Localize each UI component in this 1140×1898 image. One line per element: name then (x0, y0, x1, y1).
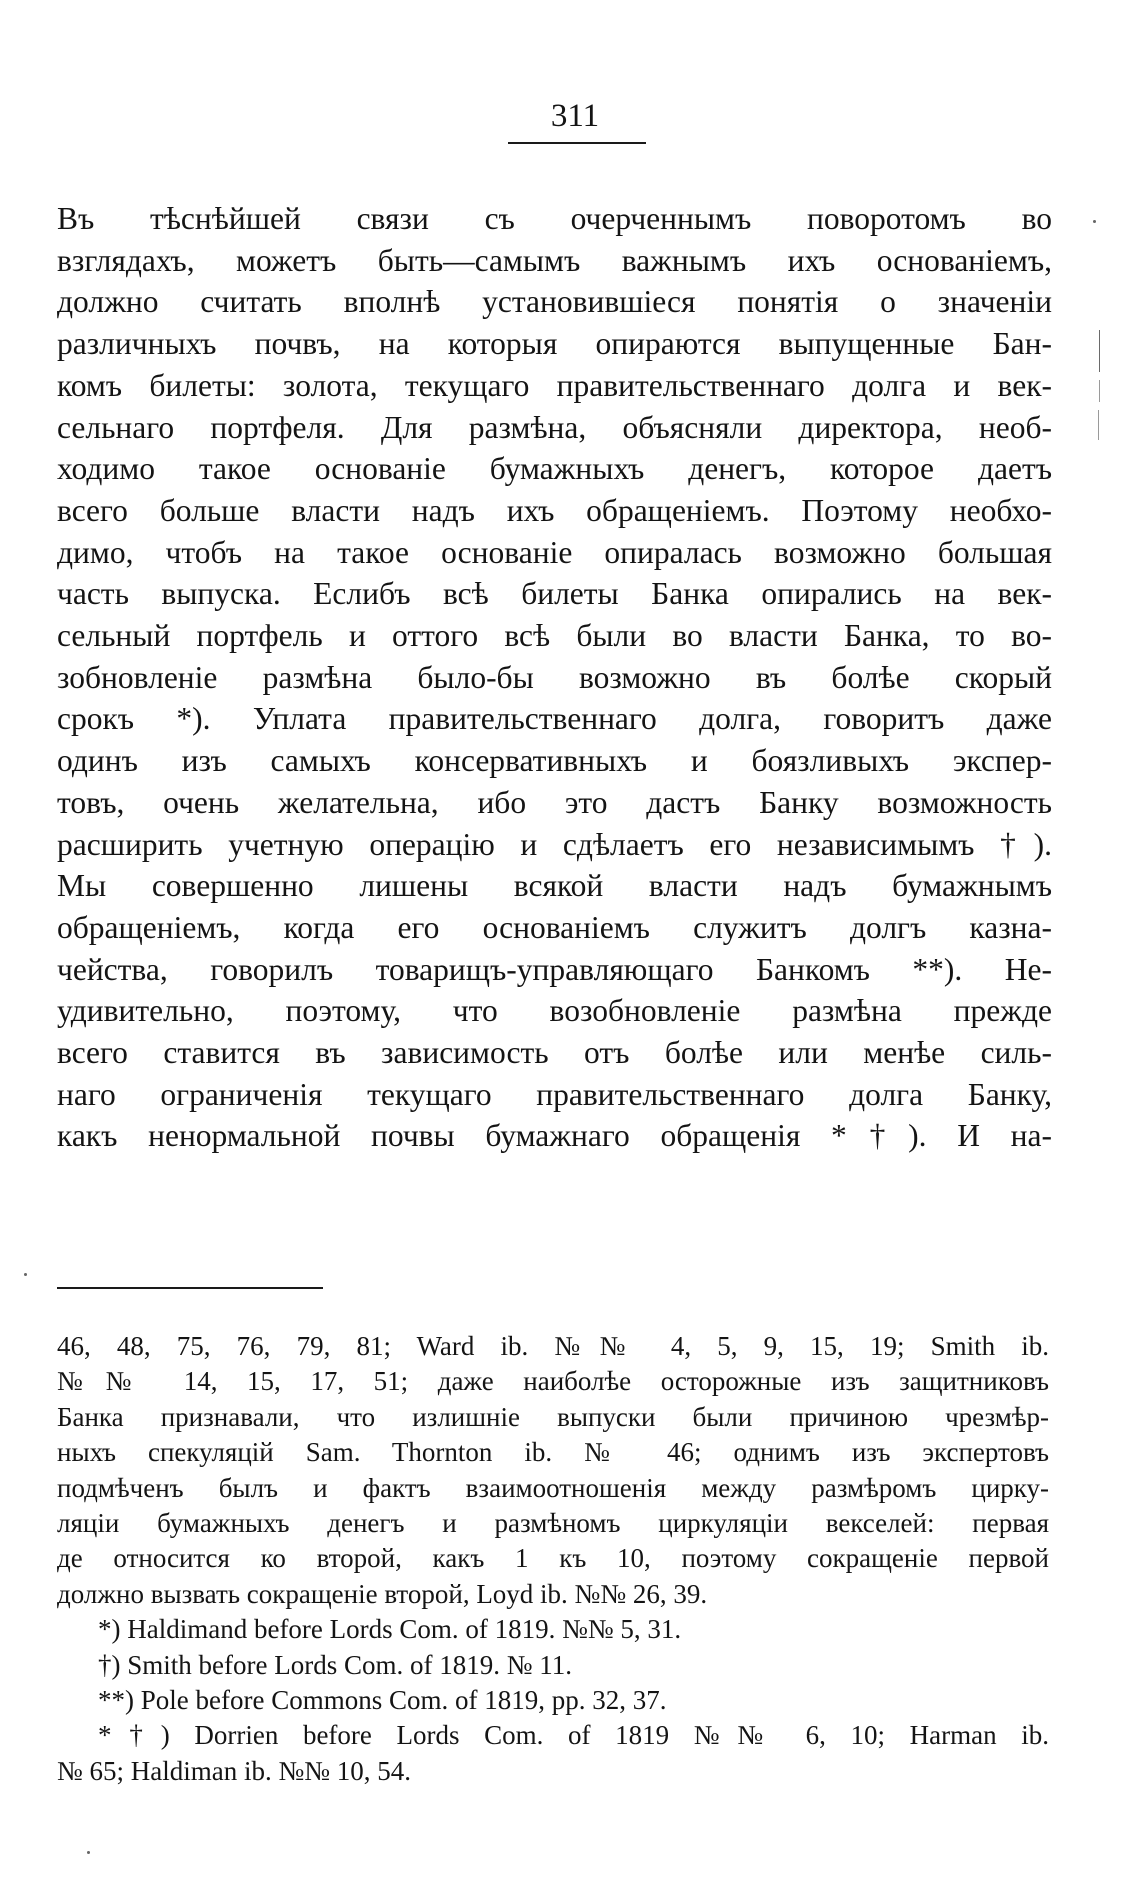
footnote-continuation-line: де относится ко второй, какъ 1 къ 10, поэтому сокращеніе первой (57, 1543, 1049, 1574)
margin-speck (24, 1273, 27, 1276)
margin-speck (1093, 220, 1096, 223)
footnote-line: †) Smith before Lords Com. of 1819. № 11. (98, 1649, 572, 1680)
body-text-line: какъ ненормальной почвы бумажнаго обращенія *†). И на- (57, 1118, 1052, 1154)
body-text-line: комъ билеты: золота, текущаго правительственнаго долга и век- (57, 367, 1052, 403)
margin-speck (87, 1851, 90, 1854)
margin-pencil-mark (1099, 380, 1100, 402)
footnote-continuation-line: подмѣченъ былъ и фактъ взаимоотношенія между размѣромъ цирку- (57, 1472, 1049, 1503)
body-text-line: Мы совершенно лишены всякой власти надъ бумажнымъ (57, 868, 1052, 904)
body-text-line: различныхъ почвъ, на которыя опираются выпущенные Бан- (57, 326, 1052, 362)
footnote-line: *) Haldimand before Lords Com. of 1819. №№ 5, 31. (98, 1614, 682, 1645)
body-text-line: товъ, очень желательна, ибо это дастъ Банку возможность (57, 784, 1052, 820)
margin-pencil-mark (1099, 330, 1100, 372)
footnote-continuation-line: ляціи бумажныхъ денегъ и размѣномъ циркуляціи векселей: первая (57, 1508, 1049, 1538)
body-text-line: димо, чтобъ на такое основаніе опиралась возможно большая (57, 534, 1052, 570)
body-text-line: наго ограниченія текущаго правительственнаго долга Банку, (57, 1076, 1052, 1112)
body-text-line: расширить учетную операцію и сдѣлаетъ его независимымъ †). (57, 826, 1052, 862)
footnote-continuation-line: 46, 48, 75, 76, 79, 81; Ward ib. №№ 4, 5, 9, 15, 19; Smith ib. (57, 1331, 1049, 1361)
page-number: 311 (550, 98, 600, 134)
body-text-line: всего больше власти надъ ихъ обращеніемъ. Поэтому необхо- (57, 492, 1052, 528)
body-text-line: чейства, говорилъ товарищъ-управляющаго Банкомъ **). Не- (57, 951, 1052, 987)
body-text-line: удивительно, поэтому, что возобновленіе размѣна прежде (57, 993, 1052, 1029)
footnote-continuation-line: №№ 14, 15, 17, 51; даже наиболѣе осторожные изъ защитниковъ (57, 1366, 1049, 1397)
body-text-line: одинъ изъ самыхъ консервативныхъ и боязливыхъ экспер- (57, 743, 1052, 779)
footnote-continuation-line: ныхъ спекуляцій Sam. Thornton ib. № 46; однимъ изъ экспертовъ (57, 1437, 1049, 1468)
footnote-separator (57, 1287, 323, 1289)
footnote-line: № 65; Haldiman ib. №№ 10, 54. (57, 1755, 412, 1786)
body-text-line: всего ставится въ зависимость отъ болѣе или менѣе силь- (57, 1035, 1052, 1070)
footnote-continuation-line: Банка признавали, что излишніе выпуски были причиною чрезмѣр- (57, 1401, 1049, 1432)
footnote-line: *†) Dorrien before Lords Com. of 1819 №№ 6, 10; Harman ib. (98, 1720, 1049, 1751)
body-text-line: обращеніемъ, когда его основаніемъ служитъ долгъ казна- (57, 909, 1052, 945)
footnote-line: **) Pole before Commons Com. of 1819, pp. 32, 37. (98, 1685, 667, 1715)
body-text-line: взглядахъ, можетъ быть—самымъ важнымъ ихъ основаніемъ, (57, 242, 1052, 278)
body-text-line: зобновленіе размѣна было-бы возможно въ болѣе скорый (57, 659, 1052, 695)
body-text-line: часть выпуска. Еслибъ всѣ билеты Банка опирались на век- (57, 576, 1052, 612)
body-text-line: Въ тѣснѣйшей связи съ очерченнымъ поворотомъ во (57, 201, 1052, 236)
body-text-line: сельный портфель и оттого всѣ были во власти Банка, то во- (57, 618, 1052, 653)
footnote-continuation-line: должно вызвать сокращеніе второй, Loyd ib. №№ 26, 39. (57, 1578, 708, 1609)
body-text-line: срокъ *). Уплата правительственнаго долга, говоритъ даже (57, 701, 1052, 737)
margin-pencil-mark (1098, 410, 1099, 440)
body-text-line: ходимо такое основаніе бумажныхъ денегъ, которое даетъ (57, 451, 1052, 487)
body-text-line: должно считать вполнѣ установившіеся понятія о значеніи (57, 284, 1052, 320)
body-text-line: сельнаго портфеля. Для размѣна, объясняли директора, необ- (57, 409, 1052, 445)
page-number-underline (508, 142, 646, 144)
